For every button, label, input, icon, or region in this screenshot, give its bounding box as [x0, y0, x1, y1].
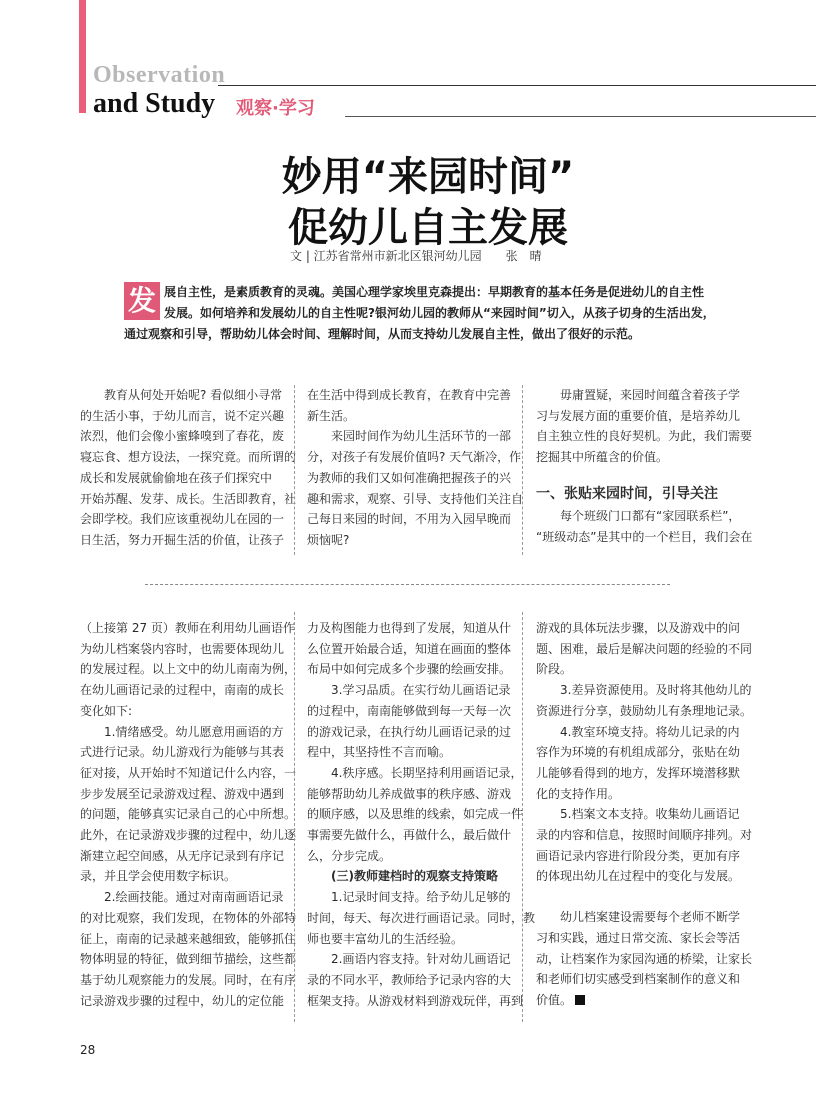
text-line: 师也要丰富幼儿的生活经验。	[307, 931, 464, 946]
text-line: 和老师们切实感受到档案制作的意义和	[536, 972, 741, 987]
text-line: 框架支持。从游戏材料到游戏玩伴，再到	[307, 993, 524, 1008]
text-line: 录，并且学会使用数字标识。	[80, 869, 237, 884]
text-line: 为幼儿档案袋内容时，也需要体现幼儿	[80, 641, 285, 656]
text-line: 事需要先做什么，再做什么，最后做什	[307, 828, 512, 843]
text-line: “班级动态”是其中的一个栏目，我们会在	[536, 529, 753, 544]
text-line: 2.画语内容支持。针对幼儿画语记	[307, 952, 511, 967]
column-divider	[294, 385, 295, 555]
text-line: 1.情绪感受。幼儿愿意用画语的方	[80, 724, 284, 739]
text-line: 阶段。	[536, 662, 573, 677]
column-divider	[522, 612, 523, 1022]
text-line: 容作为环境的有机组成部分，张贴在幼	[536, 745, 741, 760]
text-line: 动，让档案作为家园沟通的桥梁，让家长	[536, 951, 753, 966]
column-divider	[294, 612, 295, 1022]
text-line: 日生活，努力开掘生活的价值，让孩子	[80, 532, 285, 547]
text-line: 的发展过程。以上文中的幼儿南南为例，	[80, 662, 297, 677]
text-line: （上接第 27 页）教师在利用幼儿画语作	[80, 621, 295, 635]
text-line: 题、困难，最后是解决问题的经验的不同	[536, 641, 753, 656]
text-line: 新生活。	[307, 408, 356, 423]
text-line: 挖掘其中所蕴含的价值。	[536, 450, 669, 465]
text-line: 趣和需求，观察、引导、支持他们关注自	[307, 491, 524, 506]
text-line: 征上，南南的记录越来越细致，能够抓住	[80, 931, 297, 946]
text-line: 习与发展方面的重要价值，是培养幼儿	[536, 408, 741, 423]
text-line: 式进行记录。幼儿游戏行为能够与其表	[80, 745, 285, 760]
text-line: 么，分步完成。	[307, 848, 392, 863]
text-line: 儿能够看得到的地方，发挥环境潜移默	[536, 765, 741, 780]
text-line: 的体现出幼儿在过程中的变化与发展。	[536, 869, 741, 884]
text-line: 录的不同水平，教师给予记录内容的大	[307, 972, 512, 987]
text-line: 在生活中得到成长教育，在教育中完善	[307, 388, 512, 402]
upper-column-1	[80, 385, 297, 551]
drop-cap: 发	[124, 282, 160, 320]
header-accent-bar	[79, 0, 86, 113]
text-line: 寝忘食、想方设法，一探究竟。而所谓的	[80, 450, 297, 465]
text-line: 开始苏醒、发芽、成长。生活即教育，社	[80, 491, 297, 506]
text-line	[536, 990, 746, 1011]
subsection-heading: (三)教师建档时的观察支持策略	[307, 869, 498, 884]
text-line: 资源进行分享，鼓励幼儿有条理地记录。	[536, 703, 753, 718]
text-line: 物体明显的特征，做到细节描绘，这些都	[80, 952, 297, 967]
lower-column-2	[307, 618, 536, 1011]
column-divider	[522, 385, 523, 555]
text-line: 渐建立起空间感，从无序记录到有序记	[80, 848, 285, 863]
text-line: 毋庸置疑，来园时间蕴含着孩子学	[536, 388, 741, 402]
text-line: 力及构图能力也得到了发展，知道从什	[307, 621, 512, 635]
header-rule-bottom	[345, 116, 816, 117]
text-line: 会即学校。我们应该重视幼儿在园的一	[80, 512, 285, 527]
intro-line-1: 展自主性，是素质教育的灵魂。美国心理学家埃里克森提出：早期教育的基本任务是促进幼儿的自主性	[164, 285, 705, 299]
article-byline: 文 | 江苏省常州市新北区银河幼儿园 张 晴	[290, 249, 542, 263]
text-line: 幼儿档案建设需要每个老师不断学	[536, 910, 741, 925]
text-line: 时间，每天、每次进行画语记录。同时，教	[307, 910, 536, 925]
text-line: 的过程中，南南能够做到每一天每一次	[307, 703, 512, 718]
text-line: 的顺序感，以及思维的线索，如完成一件	[307, 807, 524, 822]
intro-line-3: 通过观察和引导，帮助幼儿体会时间、理解时间，从而支持幼儿发展自主性，做出了很好的示范。	[124, 327, 641, 341]
section-label-en-line2: and Study	[93, 88, 216, 119]
text-line: 己每日来园的时间，不用为入园早晚而	[307, 512, 512, 527]
text-line: 步步发展至记录游戏过程、游戏中遇到	[80, 786, 285, 801]
end-mark-icon	[575, 995, 585, 1005]
text-line: 程中，其坚持性不言而喻。	[307, 745, 452, 760]
text-line: 为教师的我们又如何准确把握孩子的兴	[307, 470, 512, 485]
section-label-en-line1: Observation	[93, 62, 226, 88]
text-line: 布局中如何完成多个步骤的绘画安排。	[307, 662, 512, 677]
text-line: 3.学习品质。在实行幼儿画语记录	[307, 683, 511, 698]
text-line: 分，对孩子有发展价值吗? 天气渐冷，作	[307, 450, 522, 465]
text-line: 来园时间作为幼儿生活环节的一部	[307, 429, 512, 444]
text-line: 的对比观察，我们发现，在物体的外部特	[80, 910, 297, 925]
lower-column-3	[536, 618, 753, 1011]
text-line: 能够帮助幼儿养成做事的秩序感、游戏	[307, 786, 512, 801]
header-rule-top	[218, 85, 816, 86]
text-line: 游戏的具体玩法步骤，以及游戏中的问	[536, 621, 741, 635]
article-title-line2: 促幼儿自主发展	[288, 205, 568, 251]
text-line: 的游戏记录，在执行幼儿画语记录的过	[307, 724, 512, 739]
section-heading: 一、张贴来园时间，引导关注	[536, 485, 718, 502]
text-line: 4.教室环境支持。将幼儿记录的内	[536, 724, 740, 739]
text-line: 5.档案文本支持。收集幼儿画语记	[536, 807, 740, 822]
text-line: 每个班级门口都有“家园联系栏”，	[536, 508, 741, 523]
text-line: 基于幼儿观察能力的发展。同时，在有序	[80, 972, 297, 987]
text-line: 么位置开始最合适，知道在画面的整体	[307, 641, 512, 656]
text-line: 画语记录内容进行阶段分类，更加有序	[536, 848, 741, 863]
section-separator	[145, 584, 670, 585]
text-line: 记录游戏步骤的过程中，幼儿的定位能	[80, 993, 285, 1008]
text-line: 习和实践，通过日常交流、家长会等活	[536, 930, 741, 945]
upper-column-2	[307, 385, 524, 551]
text-line: 3.差异资源使用。及时将其他幼儿的	[536, 683, 752, 698]
text-line: 烦恼呢?	[307, 532, 350, 547]
article-title-line1: 妙用“来园时间”	[281, 154, 575, 200]
text-line: 自主独立性的良好契机。为此，我们需要	[536, 429, 753, 444]
text-line-tail: 价值。	[536, 992, 573, 1007]
text-line: 浓烈，他们会像小蜜蜂嗅到了春花，废	[80, 429, 285, 444]
lower-column-1	[80, 618, 297, 1011]
text-line: 成长和发展就偷偷地在孩子们探究中	[80, 470, 273, 485]
text-line: 化的支持作用。	[536, 786, 621, 801]
text-line: 变化如下:	[80, 703, 133, 718]
text-line: 的问题，能够真实记录自己的心中所想。	[80, 807, 297, 822]
text-line: 征对接，从开始时不知道记什么内容，一	[80, 765, 297, 780]
intro-line-2: 发展。如何培养和发展幼儿的自主性呢?银河幼儿园的教师从“来园时间”切入，从孩子切身的生活出发，	[164, 306, 715, 320]
text-line: 2.绘画技能。通过对南南画语记录	[80, 890, 284, 905]
text-line: 此外，在记录游戏步骤的过程中，幼儿逐	[80, 828, 297, 843]
text-line: 在幼儿画语记录的过程中，南南的成长	[80, 683, 285, 698]
page-number: 28	[80, 1043, 96, 1057]
upper-column-3	[536, 385, 753, 547]
section-label-cn: 观察·学习	[236, 98, 315, 119]
text-line: 的生活小事，于幼儿而言，说不定兴趣	[80, 408, 285, 423]
text-line: 教育从何处开始呢? 看似细小寻常	[80, 388, 283, 402]
text-line: 1.记录时间支持。给予幼儿足够的	[307, 890, 511, 905]
text-line: 4.秩序感。长期坚持利用画语记录，	[307, 765, 523, 780]
text-line: 录的内容和信息，按照时间顺序排列。对	[536, 828, 753, 843]
